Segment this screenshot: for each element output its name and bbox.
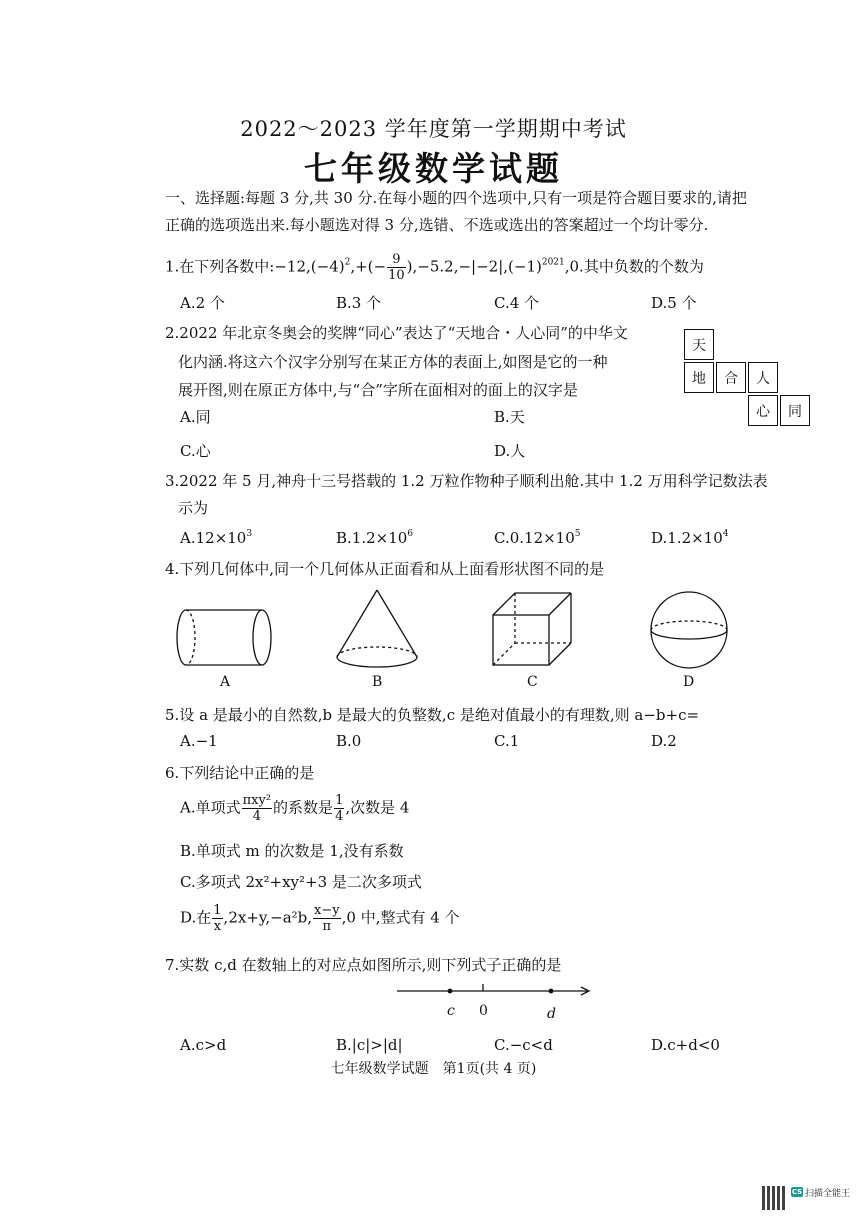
exam-title: 七年级数学试题 [304, 149, 563, 188]
solid-label-b: B [372, 674, 383, 690]
q1-option-c: C.4 个 [494, 294, 540, 312]
q7-option-d: D.c+d<0 [651, 1036, 720, 1054]
cs-logo-icon: CS [791, 1188, 803, 1196]
q1-option-d: D.5 个 [651, 294, 697, 312]
q5-option-a: A.−1 [180, 732, 218, 750]
solids-figure [170, 585, 730, 675]
q2-option-a: A.同 [180, 408, 211, 426]
net-face-4: 人 [748, 362, 778, 393]
exam-header: 2022～2023 学年度第一学期期中考试 [240, 117, 627, 141]
page-footer: 七年级数学试题 第1页(共 4 页) [330, 1061, 537, 1077]
axis-label-c: c [447, 1003, 455, 1019]
net-face-3: 合 [716, 362, 746, 393]
q2-option-b: B.天 [494, 408, 525, 426]
q6-option-c: C.多项式 2x²+xy²+3 是二次多项式 [180, 873, 422, 891]
question-1-stem: 1.在下列各数中$:-12,(-4)^2,+(-$ $\frac{9}{10}$ )$,-5.2,-|-2|,(-1)^{2021},0$.其中负数的个数为 [165, 252, 704, 283]
q6-option-a: A.单项式 $\frac{\text{πxy²}}{4}$ 的系数是 $\frac{1}{4}$ ,次数是 4 [180, 793, 410, 824]
net-face-2: 地 [684, 362, 714, 393]
axis-label-zero: 0 [479, 1003, 488, 1019]
number-line [395, 982, 595, 1002]
q1-option-a: A.2 个 [180, 294, 225, 312]
section-instructions-line1: 一、选择题:每题 3 分,共 30 分.在每小题的四个选项中,只有一项是符合题目要求的,请把 [165, 189, 747, 207]
solid-label-c: C [527, 674, 538, 690]
q1-option-b: B.3 个 [336, 294, 382, 312]
q3-option-a: $A.12\times 10^3$ [180, 529, 253, 547]
q3-option-b: $B.1.2\times 10^6$ [336, 529, 414, 547]
fraction: $\frac{9}{10}$ [388, 252, 405, 283]
question-5-stem: 5.设 a 是最小的自然数,b 是最大的负整数,c 是绝对值最小的有理数,则 a−b+c= [165, 706, 700, 724]
section-instructions-line2: 正确的选项选出来.每小题选对得 3 分,选错、不选或选出的答案超过一个均计零分. [165, 216, 709, 234]
q7-option-c: C.−c<d [494, 1036, 553, 1054]
question-3-line2: 示为 [178, 499, 209, 517]
question-4-stem: 4.下列几何体中,同一个几何体从正面看和从上面看形状图不同的是 [165, 560, 605, 578]
question-7-stem: 7.实数 c,d 在数轴上的对应点如图所示,则下列式子正确的是 [165, 956, 562, 974]
net-face-6: 同 [780, 395, 810, 426]
q2-option-d: D.人 [494, 442, 526, 460]
q5-option-c: C.1 [494, 732, 520, 750]
question-6-stem: 6.下列结论中正确的是 [165, 764, 315, 782]
cone-shape [337, 590, 417, 667]
q7-option-a: A.c>d [180, 1036, 227, 1054]
question-2-line2: 化内涵.将这六个汉字分别写在某正方体的表面上,如图是它的一种 [178, 353, 608, 371]
axis-label-d: d [547, 1006, 556, 1022]
scanner-watermark [758, 1182, 858, 1216]
q5-option-b: B.0 [336, 732, 362, 750]
q3-option-c: $C.0.12\times 10^5$ [494, 529, 581, 547]
solid-label-a: A [220, 674, 231, 690]
cube-shape [493, 593, 571, 665]
question-3-line1: 3.2022 年 5 月,神舟十三号搭载的 1.2 万粒作物种子顺利出舱.其中 1.2 万用科学记数法表 [165, 472, 768, 490]
q6-option-b: B.单项式 m 的次数是 1,没有系数 [180, 842, 404, 860]
qr-code-icon [762, 1186, 786, 1210]
question-2-line1: 2.2022 年北京冬奥会的奖牌“同心”表达了“天地合・人心同”的中华文 [165, 324, 628, 342]
q3-option-d: $D.1.2\times 10^4$ [651, 529, 729, 547]
q2-option-c: C.心 [180, 442, 211, 460]
net-face-1: 天 [684, 329, 714, 360]
solid-label-d: D [683, 674, 695, 690]
net-face-5: 心 [748, 395, 778, 426]
q5-option-d: D.2 [651, 732, 677, 750]
sphere-shape [651, 592, 727, 668]
scanner-logo-text: 扫描全能王 [805, 1189, 851, 1199]
cylinder-shape [177, 610, 271, 665]
question-2-line3: 展开图,则在原正方体中,与“合”字所在面相对的面上的汉字是 [178, 381, 578, 399]
q6-option-d: D.在 $\frac{1}{x}$ ,2x+y,−a²b, $\frac{x-y}{\pi}$ ,0 中,整式有 4 个 [180, 903, 460, 934]
q7-option-b: B.|c|>|d| [336, 1036, 403, 1054]
